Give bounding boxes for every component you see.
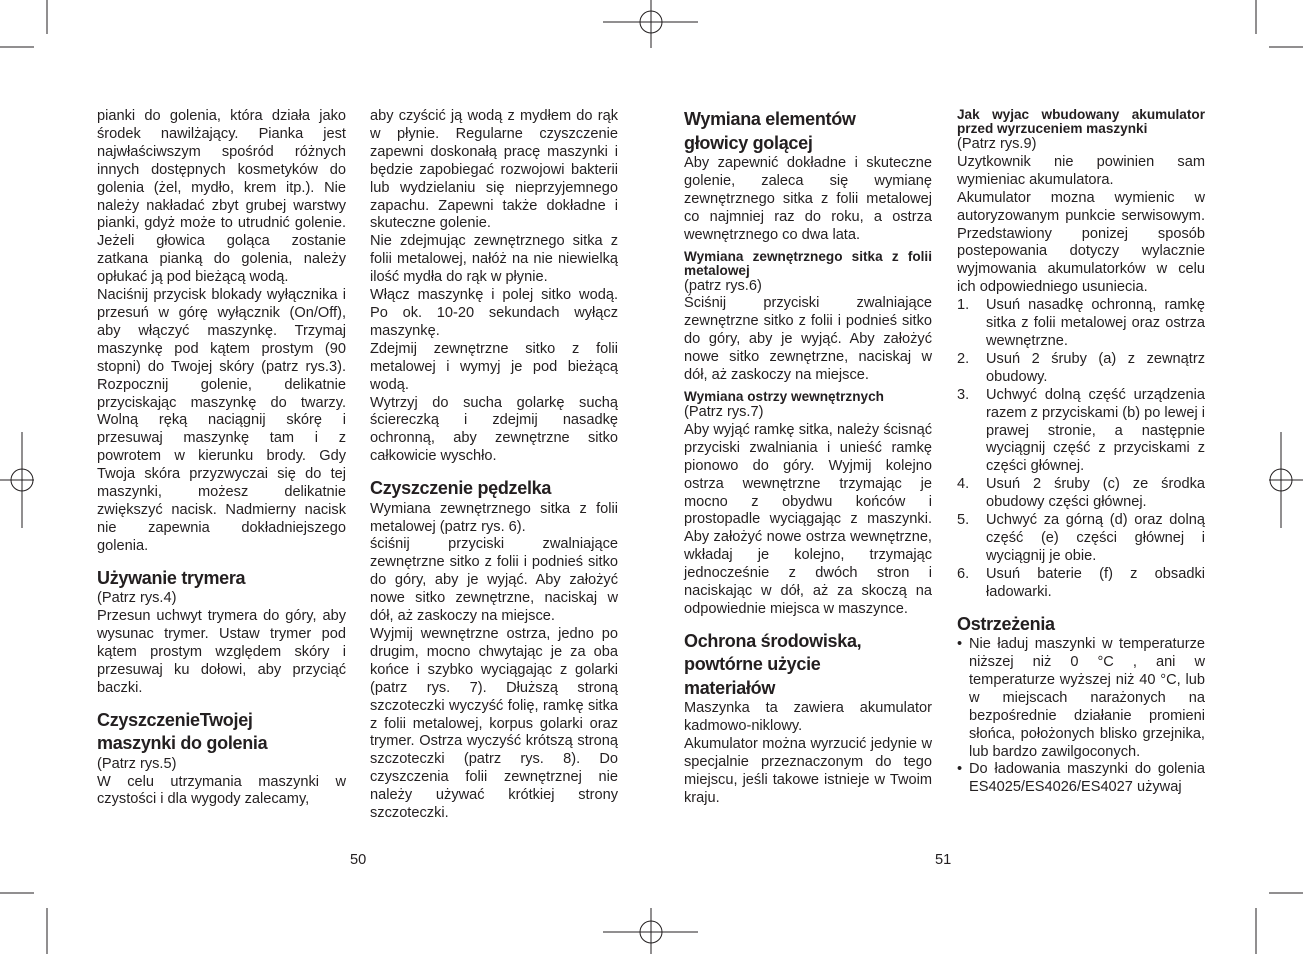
bullet-icon: •	[957, 636, 963, 653]
rinse-paragraph: Włącz maszynkę i polej sitko wodą. Po ok. 10-20 sekundach wyłącz maszynkę.	[370, 287, 618, 339]
environment-heading-line2: powtórne użycie	[684, 654, 821, 675]
cleaning-heading-line2: maszynki do golenia	[97, 733, 268, 754]
environment-paragraph-1: Maszynka ta zawiera akumulator kadmowo-niklowy.	[684, 700, 932, 735]
battery-paragraph-2: Akumulator mozna wymienic w autoryzowanym punkcie serwisowym. Przedstawiony ponizej sposób postepowania dotyczy wylacznie wyjmowania akumulatorków w celu ich odpowiedniego usuniecia.	[957, 189, 1205, 296]
replacement-heading-line1: Wymiana elementów	[684, 109, 856, 129]
trimmer-heading: Używanie trymera	[97, 567, 246, 588]
bullet-icon: •	[957, 761, 963, 778]
dry-paragraph: Wytrzyj do sucha golarkę suchą ściereczką i zdejmij nasadkę ochronną, aby zewnętrzne sitko całkowicie wyschło.	[370, 394, 618, 465]
brush-paragraph-1: Wymiana zewnętrznego sitka z folii metalowej (patrz rys. 6).	[370, 500, 618, 535]
right-page-column-2	[957, 108, 1205, 797]
replacement-heading-line2: głowicy golącej	[684, 132, 813, 153]
list-item: • Nie ładuj maszynki w temperaturze niższej niż 0 °C , ani w temperaturze wyższej niż 40 °C, lub w miejscach narażonych na bezpośrednie działanie promieni słońca, położonych blisko grzejnika, lub bardzo zawilgoconych.	[957, 636, 1205, 760]
environment-paragraph-2: Akumulator można wyrzucić jedynie w specjalnie przeznaczonym do tego miejscu, jeśli takowe istnieje w Twoim kraju.	[684, 736, 932, 806]
brush-cleaning-heading: Czyszczenie pędzelka	[370, 478, 552, 499]
shaving-instructions-paragraph: Naciśnij przycisk blokady wyłącznika i przesuń w górę wyłącznik (On/Off), aby włączyć maszynkę. Trzymaj maszynkę pod kątem prostym (90 stopni) do Twojej skóry (patrz rys.3). Rozpocznij golenie, delikatnie przyciskając maszynkę do twarzy. Wolną ręką naciągnij skórę i przesuwaj maszynkę tam i z powrotem w kierunku brody. Gdy Twoja skóra przyzwyczai się do tej maszynki, możesz delikatnie zwiększyć nacisk. Nadmierny nacisk nie zapewnia dokładniejszego golenia.	[97, 287, 346, 554]
outer-foil-heading: Wymiana zewnętrznego sitka z folii metalowej	[684, 248, 932, 278]
remove-foil-paragraph: Zdejmij zewnętrzne sitko z folii metalowej i wymyj je pod bieżącą wodą.	[370, 340, 618, 393]
list-item: 2. Usuń 2 śruby (a) z zewnątrz obudowy.	[957, 350, 1205, 385]
list-item: 4. Usuń 2 śruby (c) ze środka obudowy części głównej.	[957, 476, 1205, 511]
page-number-left: 50	[350, 852, 367, 868]
cleaning-heading-line1: CzyszczenieTwojej	[97, 709, 253, 730]
battery-paragraph-1: Uzytkownik nie powinien sam wymieniac akumulatora.	[957, 153, 1205, 188]
left-page-column-2	[370, 108, 618, 823]
inner-blades-text: Aby wyjąć ramkę sitka, należy ścisnąć przyciski zwalniania i unieść ramkę pionowo do góry. Wyjmij kolejno ostrza wewnętrzne trzymając je mocno z obydwu końców i prostopadle wyciągając z maszynki. Aby założyć nowe ostrza wewnętrzne, wkładaj je kolejno, trzymając jednocześnie z dwóch stron i naciskając w dół, aż za skoczą na odpowiednie miejsca w maszynce.	[684, 421, 932, 617]
list-item: 1. Usuń nasadkę ochronną, ramkę sitka z folii metalowej oraz ostrza wewnętrzne.	[957, 297, 1205, 349]
trimmer-figure-ref: (Patrz rys.4)	[97, 590, 177, 607]
cleaning-continued-paragraph: aby czyścić ją wodą z mydłem do rąk w płynie. Regularne czyszczenie zapewni doskonałą pracę maszynki i będzie zapobiegać rozwojowi bakterii lub wydzielaniu się nieprzyjemnego zapachu. Zapewni także dokładne i skuteczne golenie.	[370, 108, 618, 232]
cleaning-figure-ref: (Patrz rys.5)	[97, 755, 177, 772]
right-page-column-1	[684, 108, 932, 808]
list-item: 3. Uchwyć dolną część urządzenia razem z przyciskami (b) po lewej i prawej stronie, a następnie wyciągnij część z przyciskami z części głównej.	[957, 386, 1205, 475]
list-item: • Do ładowania maszynki do golenia ES4025/ES4026/ES4027 używaj	[957, 761, 1205, 796]
replacement-intro: Aby zapewnić dokładne i skuteczne golenie, zaleca się wymianę zewnętrznego sitka z folii metalowej co najmniej raz do roku, a ostrza wewnętrznego co dwa lata.	[684, 155, 932, 243]
shaving-foam-paragraph: pianki do golenia, która działa jako środek nawilżający. Pianka jest najwłaściwszym spośród różnych innych dostępnych kosmetyków do golenia (żel, mydło, krem itp.). Nie należy nakładać zbyt grubej warstwy pianki, gdyż może to utrudnić golenie. Jeżeli głowica goląca zostanie zatkana pianką do golenia, należy opłukać ją pod bieżącą wodą.	[97, 108, 346, 286]
trimmer-text: Przesun uchwyt trymera do góry, aby wysunac trymer. Ustaw trymer pod kątem prostym względem skóry i przesuwaj ku dołowi, aby przyciąć baczki.	[97, 608, 346, 696]
list-item: 6. Usuń baterie (f) z obsadki ładowarki.	[957, 565, 1205, 600]
environment-heading-line1: Ochrona środowiska,	[684, 630, 862, 651]
cleaning-text: W celu utrzymania maszynki w czystości i dla wygody zalecamy,	[97, 773, 346, 808]
inner-blades-figure-ref: (Patrz rys.7)	[684, 403, 764, 420]
brush-paragraph-2: ściśnij przyciski zwalniające zewnętrzne sitko z folii i podnieś sitko do góry, aby je wyjąć. Aby założyć nowe sitko zewnętrzne, naciskaj w dół, aż zaskoczy na miejsce.	[370, 536, 618, 625]
battery-figure-ref: (Patrz rys.9)	[957, 136, 1037, 152]
outer-foil-text: Ściśnij przyciski zwalniające zewnętrzne sitko z folii i podnieś sitko do góry, aby je wyjąć. Aby założyć nowe sitko zewnętrzne, naciskaj w dół, aż zaskoczy na miejsce.	[684, 295, 932, 384]
left-page-column-1	[97, 108, 346, 809]
soap-paragraph: Nie zdejmując zewnętrznego sitka z folii metalowej, nałóż na nie niewielką ilość mydła do rąk w płynie.	[370, 233, 618, 286]
brush-paragraph-3: Wyjmij wewnętrzne ostrza, jedno po drugim, mocno chwytając je za oba końce i szybko wyciągając z golarki (patrz rys. 7). Dłuższą stroną szczoteczki wyczyść folię, ramkę sitka z folii metalowej, korpus golarki oraz trymer. Ostrza wyczyść krótszą stroną szczoteczki (patrz rys. 8). Do czyszczenia folii zewnętrznej nie należy używać krótkiej strony szczoteczki.	[370, 625, 618, 822]
outer-foil-figure-ref: (patrz rys.6)	[684, 277, 762, 294]
page-number-right: 51	[935, 852, 952, 868]
inner-blades-heading: Wymiana ostrzy wewnętrznych	[684, 388, 884, 404]
list-item: 5. Uchwyć za górną (d) oraz dolną część (e) części głównej i wyciągnij je obie.	[957, 512, 1205, 564]
battery-removal-steps	[957, 297, 1205, 601]
warnings-heading: Ostrzeżenia	[957, 613, 1055, 634]
environment-heading-line3: materiałów	[684, 677, 776, 698]
battery-removal-heading: Jak wyjac wbudowany akumulator przed wyrzuceniem maszynki	[957, 107, 1205, 136]
warnings-list	[957, 636, 1205, 797]
